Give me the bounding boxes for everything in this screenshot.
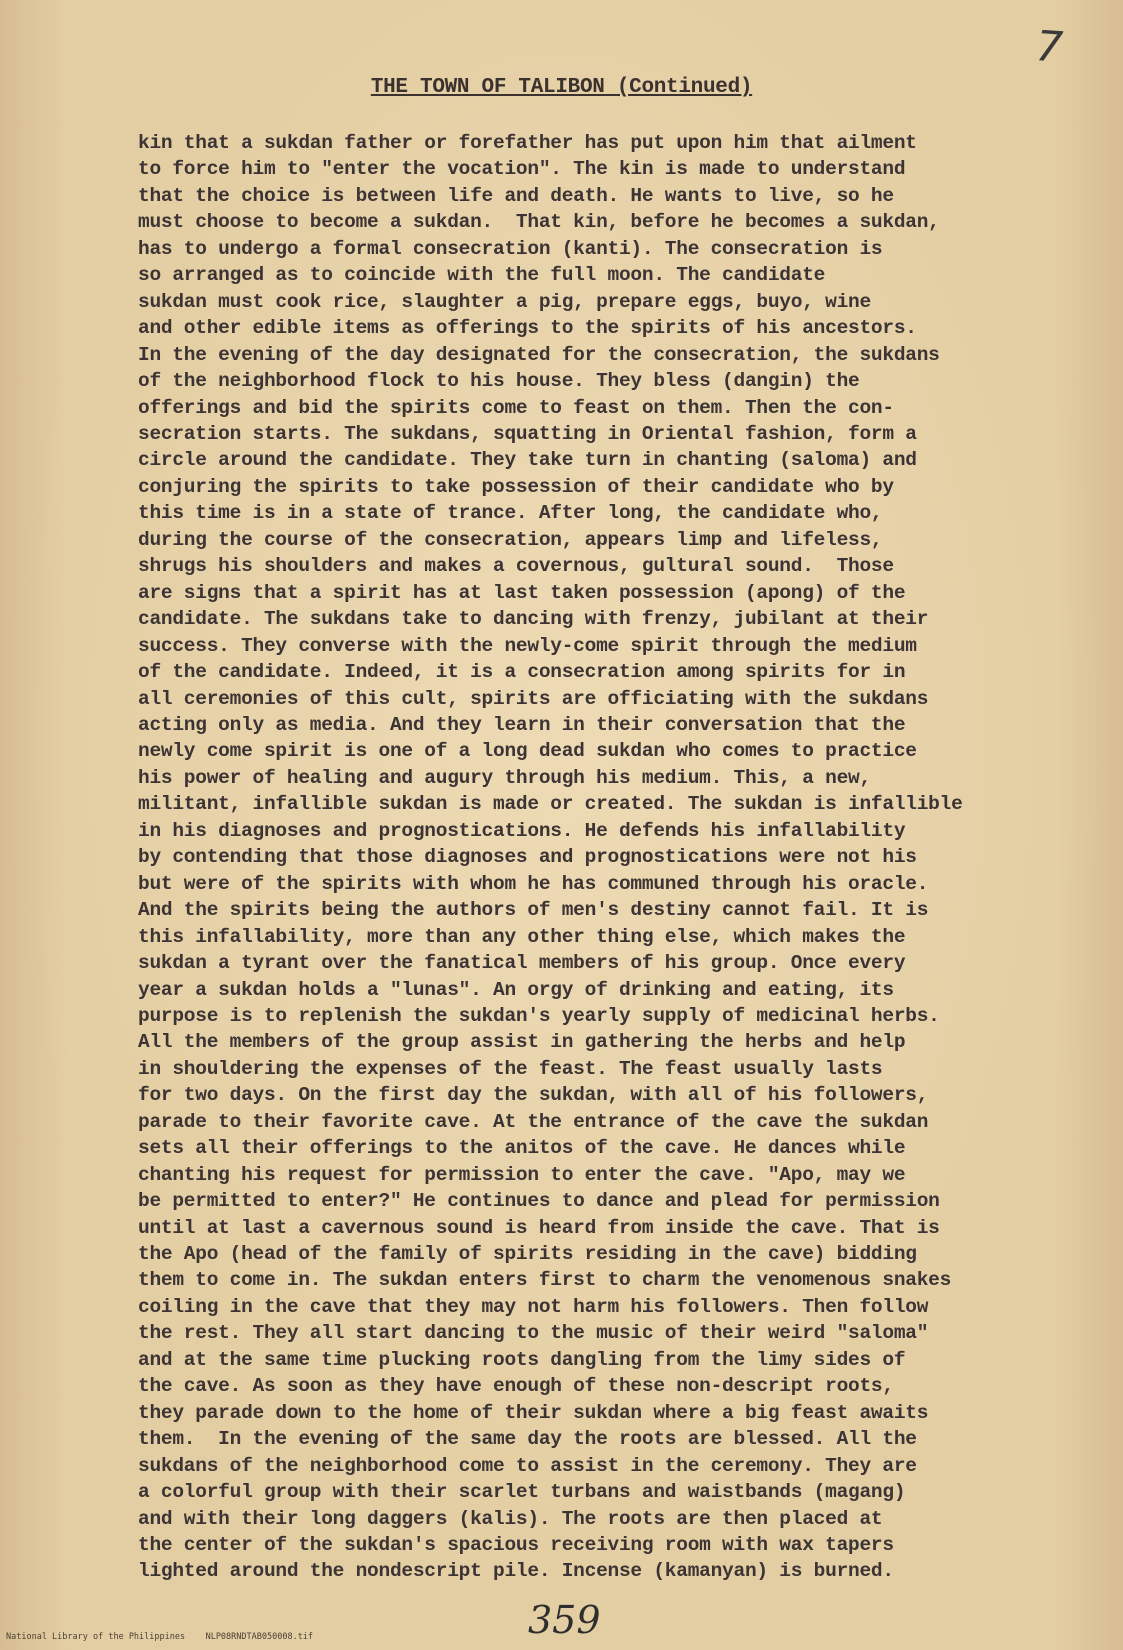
text-line: sukdan must cook rice, slaughter a pig, prepare eggs, buyo, wine bbox=[138, 290, 871, 313]
text-line: secration starts. The sukdans, squatting in Oriental fashion, form a bbox=[138, 422, 917, 445]
text-line: are signs that a spirit has at last taken possession (apong) of the bbox=[138, 581, 906, 604]
text-line: in his diagnoses and prognostications. He defends his infallability bbox=[138, 819, 906, 842]
text-line: a colorful group with their scarlet turbans and waistbands (magang) bbox=[138, 1481, 906, 1504]
text-line: them to come in. The sukdan enters first to charm the venomenous snakes bbox=[138, 1269, 952, 1292]
text-line: sukdans of the neighborhood come to assist in the ceremony. They are bbox=[138, 1454, 917, 1477]
text-line: purpose is to replenish the sukdan's yearly supply of medicinal herbs. bbox=[138, 1004, 940, 1027]
text-line: for two days. On the first day the sukdan, with all of his followers, bbox=[138, 1084, 929, 1107]
text-line: coiling in the cave that they may not harm his followers. Then follow bbox=[138, 1295, 929, 1318]
text-line: during the course of the consecration, appears limp and lifeless, bbox=[138, 528, 883, 551]
text-line: this time is in a state of trance. After long, the candidate who, bbox=[138, 502, 883, 525]
text-line: militant, infallible sukdan is made or created. The sukdan is infallible bbox=[138, 793, 963, 816]
text-line: conjuring the spirits to take possession of their candidate who by bbox=[138, 475, 894, 498]
text-line: parade to their favorite cave. At the entrance of the cave the sukdan bbox=[138, 1110, 929, 1133]
text-line: newly come spirit is one of a long dead sukdan who comes to practice bbox=[138, 740, 917, 763]
text-line: the center of the sukdan's spacious receiving room with wax tapers bbox=[138, 1534, 894, 1557]
text-line: acting only as media. And they learn in their conversation that the bbox=[138, 713, 906, 736]
text-line: until at last a cavernous sound is heard from inside the cave. That is bbox=[138, 1216, 940, 1239]
text-line: chanting his request for permission to enter the cave. "Apo, may we bbox=[138, 1163, 906, 1186]
text-line: be permitted to enter?" He continues to dance and plead for permission bbox=[138, 1190, 940, 1213]
text-line: kin that a sukdan father or forefather has put upon him that ailment bbox=[138, 132, 917, 154]
text-line: must choose to become a sukdan. That kin, before he becomes a sukdan, bbox=[138, 211, 940, 234]
text-line: the cave. As soon as they have enough of these non-descript roots, bbox=[138, 1375, 894, 1398]
text-line: and at the same time plucking roots dangling from the limy sides of bbox=[138, 1348, 906, 1371]
text-line: In the evening of the day designated for the consecration, the sukdans bbox=[138, 343, 940, 366]
text-line: lighted around the nondescript pile. Incense (kamanyan) is burned. bbox=[138, 1560, 894, 1583]
text-line: them. In the evening of the same day the roots are blessed. All the bbox=[138, 1428, 917, 1451]
text-line: the Apo (head of the family of spirits residing in the cave) bidding bbox=[138, 1243, 917, 1266]
text-line: year a sukdan holds a "lunas". An orgy of drinking and eating, its bbox=[138, 978, 894, 1001]
text-line: his power of healing and augury through his medium. This, a new, bbox=[138, 766, 871, 789]
text-line: this infallability, more than any other thing else, which makes the bbox=[138, 925, 906, 948]
text-line: of the candidate. Indeed, it is a consecration among spirits for in bbox=[138, 661, 906, 684]
archive-footer: National Library of the Philippines NLP08RNDTAB050008.tif bbox=[6, 1632, 314, 1642]
text-line: and with their long daggers (kalis). The roots are then placed at bbox=[138, 1507, 883, 1530]
page-title: THE TOWN OF TALIBON (Continued) bbox=[370, 76, 753, 99]
text-line: so arranged as to coincide with the full moon. The candidate bbox=[138, 264, 826, 287]
page-number: 7 bbox=[1034, 21, 1065, 72]
text-line: All the members of the group assist in gathering the herbs and help bbox=[138, 1031, 906, 1054]
text-line: the rest. They all start dancing to the music of their weird "saloma" bbox=[138, 1322, 929, 1345]
text-line: but were of the spirits with whom he has communed through his oracle. bbox=[138, 872, 929, 895]
text-line: offerings and bid the spirits come to feast on them. Then the con- bbox=[138, 396, 894, 419]
text-line: And the spirits being the authors of men's destiny cannot fail. It is bbox=[138, 899, 929, 922]
handwritten-page-number: 359 bbox=[528, 1598, 601, 1642]
body-text bbox=[138, 130, 1098, 1585]
text-line: of the neighborhood flock to his house. They bless (dangin) the bbox=[138, 370, 860, 393]
text-line: by contending that those diagnoses and prognostications were not his bbox=[138, 846, 917, 869]
text-line: to force him to "enter the vocation". The kin is made to understand bbox=[138, 158, 906, 181]
text-line: success. They converse with the newly-come spirit through the medium bbox=[138, 634, 917, 657]
text-line: candidate. The sukdans take to dancing with frenzy, jubilant at their bbox=[138, 608, 929, 631]
text-line: in shouldering the expenses of the feast. The feast usually lasts bbox=[138, 1057, 883, 1080]
text-line: sukdan a tyrant over the fanatical members of his group. Once every bbox=[138, 952, 906, 975]
text-line: and other edible items as offerings to the spirits of his ancestors. bbox=[138, 317, 917, 340]
text-line: circle around the candidate. They take turn in chanting (saloma) and bbox=[138, 449, 917, 472]
text-line: that the choice is between life and death. He wants to live, so he bbox=[138, 184, 894, 207]
text-line: shrugs his shoulders and makes a covernous, gultural sound. Those bbox=[138, 555, 894, 578]
text-line: has to undergo a formal consecration (kanti). The consecration is bbox=[138, 237, 883, 260]
text-line: they parade down to the home of their sukdan where a big feast awaits bbox=[138, 1401, 929, 1424]
text-line: sets all their offerings to the anitos of the cave. He dances while bbox=[138, 1137, 906, 1160]
text-line: all ceremonies of this cult, spirits are officiating with the sukdans bbox=[138, 687, 929, 710]
